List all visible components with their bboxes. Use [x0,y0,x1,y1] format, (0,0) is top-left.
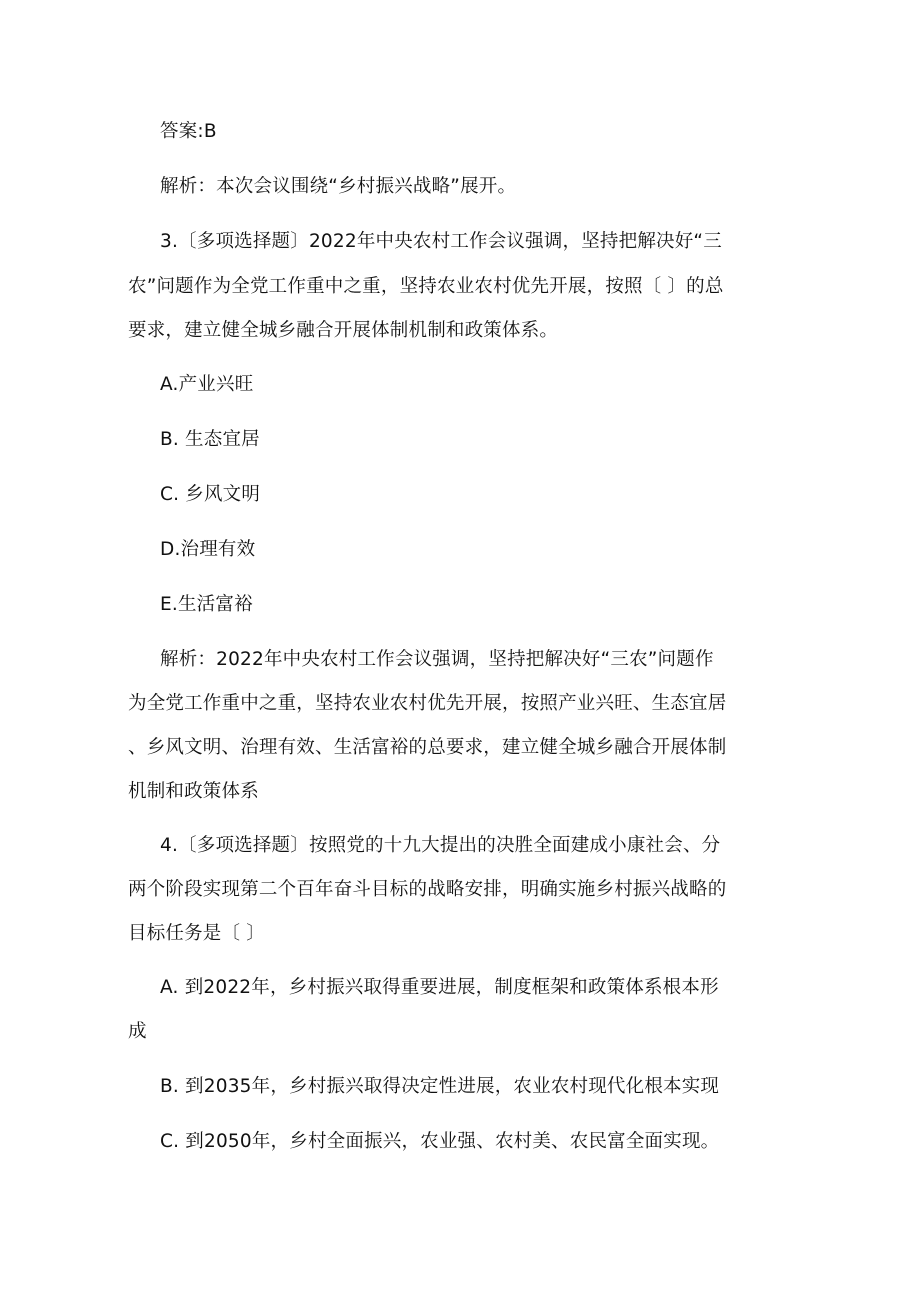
q3-option-d: D.治理有效 [160,539,256,560]
q3-option-c: C. 乡风文明 [160,484,261,505]
answer-line: 答案:B [160,121,217,142]
q4-option-a-line-1: A. 到2022年，乡村振兴取得重要进展，制度框架和政策体系根本形 [160,977,719,998]
q3-option-b: B. 生态宜居 [160,429,260,450]
q3-analysis-line-3: 、乡风文明、治理有效、生活富裕的总要求，建立健全城乡融合开展体制 [128,737,727,758]
q4-line-3: 目标任务是〔 〕 [128,923,265,944]
q4-option-c: C. 到2050年，乡村全面振兴，农业强、农村美、农民富全面实现。 [160,1131,720,1152]
q3-line-2: 农”问题作为全党工作重中之重，坚持农业农村优先开展，按照〔 〕的总 [128,276,724,297]
q3-analysis-line-2: 为全党工作重中之重，坚持农业农村优先开展，按照产业兴旺、生态宜居 [128,693,727,714]
q3-option-a: A.产业兴旺 [160,374,254,395]
q3-line-3: 要求，建立健全城乡融合开展体制机制和政策体系。 [128,320,559,341]
q3-line-1: 3.〔多项选择题〕2022年中央农村工作会议强调，坚持把解决好“三 [160,231,722,252]
q4-option-a-line-2: 成 [128,1021,147,1042]
q4-option-b: B. 到2035年，乡村振兴取得决定性进展，农业农村现代化根本实现 [160,1076,720,1097]
q3-analysis-line-1: 解析：2022年中央农村工作会议强调，坚持把解决好“三农”问题作 [160,649,714,670]
q4-line-1: 4.〔多项选择题〕按照党的十九大提出的决胜全面建成小康社会、分 [160,835,721,856]
analysis-q2: 解析：本次会议围绕“乡村振兴战略”展开。 [160,176,517,197]
q4-line-2: 两个阶段实现第二个百年奋斗目标的战略安排，明确实施乡村振兴战略的 [128,879,727,900]
q3-option-e: E.生活富裕 [160,594,253,615]
q3-analysis-line-4: 机制和政策体系 [128,781,259,802]
